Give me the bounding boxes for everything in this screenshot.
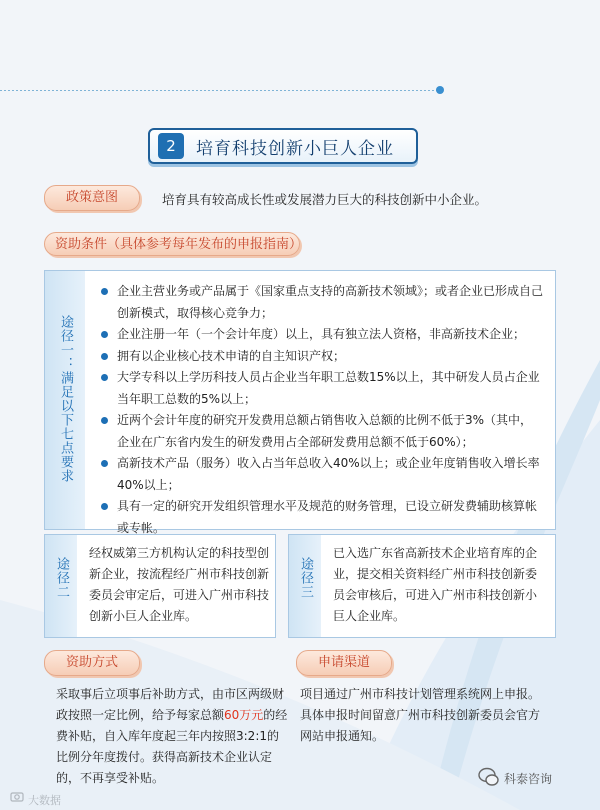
path3-text: 已入选广东省高新技术企业培育库的企业，提交相关资料经广州市科技创新委员会审核后，可进入广州市科技创新小巨人企业库。 xyxy=(333,546,538,623)
list-item: 大学专科以上学历科技人员占企业当年职工总数15%以上，其中研发人员占企业当年职工总数的5%以上； xyxy=(99,367,543,410)
policy-tag: 政策意图 xyxy=(44,185,140,211)
funding-tag: 资助方式 xyxy=(44,650,140,676)
path2-side xyxy=(45,535,77,637)
section-header xyxy=(148,128,418,164)
list-item: 高新技术产品（服务）收入占当年总收入40%以上；或企业年度销售收入增长率40%以上； xyxy=(99,453,543,496)
bullet-dot-icon xyxy=(101,460,108,467)
policy-text: 培育具有较高成长性或发展潜力巨大的科技创新中小企业。 xyxy=(162,192,488,207)
list-item: 具有一定的研究开发组织管理水平及规范的财务管理，已设立研发费辅助核算帐或专帐。 xyxy=(99,496,543,539)
top-dotted-rule xyxy=(0,90,440,91)
path3-box xyxy=(288,534,556,638)
list-item: 企业注册一年（一个会计年度）以上，具有独立法人资格，非高新技术企业； xyxy=(99,324,543,346)
bullet-dot-icon xyxy=(101,331,108,338)
path3-side xyxy=(289,535,321,637)
funding-text: 采取事后立项事后补助方式，由市区两级财政按照一定比例，给予每家总额60万元的经费补贴，自入库年度起三年内按照3:2:1的比例分年度拨付。获得高新技术企业认定的，不再享受补贴。 xyxy=(56,687,288,785)
path2-text: 经权威第三方机构认定的科技型创新企业，按流程经广州市科技创新委员会审定后，可进入广州市科技创新小巨人企业库。 xyxy=(89,546,270,623)
top-rule-dot xyxy=(436,86,444,94)
list-item: 近两个会计年度的研究开发费用总额占销售收入总额的比例不低于3%（其中，企业在广东省内发生的研发费用占全部研发费用总额不低于60%）； xyxy=(99,410,543,453)
list-item: 企业主营业务或产品属于《国家重点支持的高新技术领域》；或者企业已形成自己创新模式，取得核心竞争力； xyxy=(99,281,543,324)
bullet-dot-icon xyxy=(101,374,108,381)
watermark-left: 大数据 xyxy=(28,794,61,807)
path1-list xyxy=(99,281,543,539)
bullet-dot-icon xyxy=(101,353,108,360)
funding-amount: 60万元 xyxy=(224,708,264,722)
bullet-dot-icon xyxy=(101,417,108,424)
path2-label: 途径二 xyxy=(54,557,69,599)
path3-label: 途径三 xyxy=(298,557,313,599)
apply-text: 项目通过广州市科技计划管理系统网上申报。具体申报时间留意广州市科技创新委员会官方网站申报通知。 xyxy=(300,687,541,743)
path1-label: 途径一：满足以下七点要求 xyxy=(58,315,73,483)
conditions-tag: 资助条件（具体参考每年发布的申报指南） xyxy=(44,232,300,256)
camera-icon xyxy=(10,790,24,802)
bullet-dot-icon xyxy=(101,288,108,295)
bullet-dot-icon xyxy=(101,503,108,510)
list-item: 拥有以企业核心技术申请的自主知识产权； xyxy=(99,346,543,368)
apply-tag: 申请渠道 xyxy=(296,650,392,676)
section-number: 2 xyxy=(158,133,184,159)
watermark-right: 科泰咨询 xyxy=(504,772,553,786)
path2-box xyxy=(44,534,276,638)
path1-box xyxy=(44,270,556,535)
path1-side xyxy=(45,271,85,529)
wechat-icon xyxy=(478,766,500,788)
section-title: 培育科技创新小巨人企业 xyxy=(196,139,394,159)
